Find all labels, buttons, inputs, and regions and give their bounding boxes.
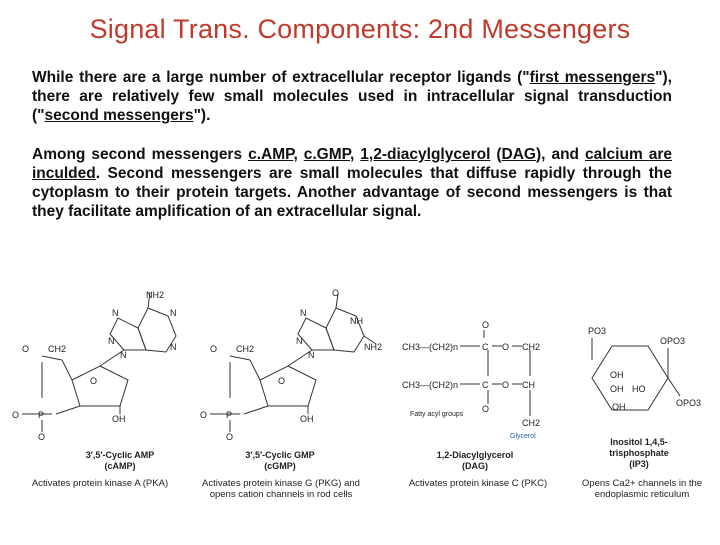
term-calcium: calcium are inculded: [32, 146, 672, 182]
inositol-ring: [592, 346, 668, 410]
label-o: O: [22, 344, 30, 354]
label-o: O: [90, 376, 98, 386]
label-nh: NH: [350, 316, 363, 326]
label-n: N: [120, 350, 127, 360]
label-o: O: [502, 342, 510, 352]
text-run: ").: [193, 107, 211, 124]
label-o: O: [200, 410, 208, 420]
label-o: O: [502, 380, 510, 390]
label-o: O: [482, 320, 490, 330]
label-nh2: NH2: [364, 342, 383, 352]
label-p: P: [38, 410, 45, 420]
label-ch2: CH2: [48, 344, 67, 354]
molecule-abbr: (DAG): [462, 461, 488, 471]
label-oh: OH: [610, 384, 624, 394]
molecule-abbr: (IP3): [629, 459, 649, 469]
dag-caption: [420, 450, 530, 472]
label-n: N: [108, 336, 115, 346]
label-ch: CH: [522, 380, 535, 390]
camp-description: Activates protein kinase A (PKA): [31, 478, 169, 489]
label-n: N: [300, 308, 307, 318]
label-ch3-chain: CH3—(CH2)n: [402, 380, 459, 390]
molecule-name: 3′,5′-Cyclic GMP: [245, 450, 315, 460]
label-ho: HO: [632, 384, 646, 394]
text-run: ), and: [536, 146, 585, 163]
ip3-description: Opens Ca2+ channels in the endoplasmic reticulum: [581, 478, 703, 500]
ribose-ring-cgmp: [260, 366, 316, 406]
label-n: N: [308, 350, 315, 360]
label-ch3-chain: CH3—(CH2)n: [402, 342, 459, 352]
label-n: N: [170, 342, 177, 352]
dag-description: Activates protein kinase C (PKC): [408, 478, 548, 489]
text-run: . Second messengers are small molecules that diffuse rapidly through the cytoplasm to their protein targets. Another advantage of second messengers is that they facilitate amplification of an extracellular signal.: [32, 165, 672, 220]
text-run: ,: [293, 146, 304, 163]
label-oh: OH: [610, 370, 624, 380]
label-o: O: [278, 376, 286, 386]
molecule-figure: [0, 280, 720, 540]
label-o: O: [38, 432, 46, 442]
term-camp: c.AMP: [248, 146, 294, 163]
label-oh: OH: [612, 402, 626, 412]
label-opo3: OPO3: [660, 336, 686, 346]
label-opo3: OPO3: [676, 398, 702, 408]
text-run: While there are a large number of extracellular receptor ligands (": [32, 69, 530, 86]
molecule-abbr: (cAMP): [104, 461, 136, 471]
term-dag: DAG: [501, 146, 536, 163]
ribose-ring: [72, 366, 128, 406]
page-title: Signal Trans. Components: 2nd Messengers: [89, 14, 631, 44]
cgmp-caption: [230, 450, 330, 472]
text-run: ,: [350, 146, 361, 163]
label-oh: OH: [112, 414, 126, 424]
molecule-name: 3′,5′-Cyclic AMP: [85, 450, 155, 460]
c5-bond: [62, 360, 72, 380]
label-n: N: [296, 336, 303, 346]
label-o: O: [12, 410, 20, 420]
molecule-name: Inositol 1,4,5-trisphosphate: [609, 437, 669, 458]
text-run: "), there are relatively few small molecules used in intracellular signal transduction (": [32, 69, 672, 124]
paragraph-first-messengers: [32, 68, 672, 125]
term-first-messengers: first messengers: [529, 69, 656, 86]
guanine-ring: [326, 308, 364, 352]
ip3-caption: [584, 437, 694, 470]
camp-caption: [70, 450, 170, 472]
text-run: (: [490, 146, 502, 163]
label-o: O: [226, 432, 234, 442]
label-c: C: [482, 342, 489, 352]
label-po3: PO3: [588, 326, 607, 336]
term-diacylglycerol: 1,2-diacylglycerol: [360, 146, 491, 163]
label-ch2: CH2: [522, 418, 541, 428]
label-fatty-acyl: Fatty acyl groups: [410, 411, 464, 418]
label-ch2: CH2: [236, 344, 255, 354]
term-cgmp: c.GMP: [303, 146, 350, 163]
label-c: C: [482, 380, 489, 390]
label-ch2: CH2: [522, 342, 541, 352]
term-second-messengers: second messengers: [44, 107, 194, 124]
label-o: O: [210, 344, 218, 354]
molecule-abbr: (cGMP): [264, 461, 296, 471]
label-o: O: [332, 288, 340, 298]
text-run: Among second messengers: [32, 146, 249, 163]
paragraph-second-messengers: [32, 145, 672, 221]
label-p: P: [226, 410, 233, 420]
label-n: N: [112, 308, 119, 318]
label-o: O: [482, 404, 490, 414]
cgmp-description: Activates protein kinase G (PKG) and opens cation channels in rod cells: [202, 478, 360, 500]
label-glycerol: Glycerol: [510, 433, 536, 440]
structures-svg: [0, 280, 720, 540]
label-oh: OH: [300, 414, 314, 424]
label-n: N: [170, 308, 177, 318]
molecule-name: 1,2-Diacylglycerol: [436, 450, 514, 460]
label-nh2: NH2: [146, 290, 165, 300]
